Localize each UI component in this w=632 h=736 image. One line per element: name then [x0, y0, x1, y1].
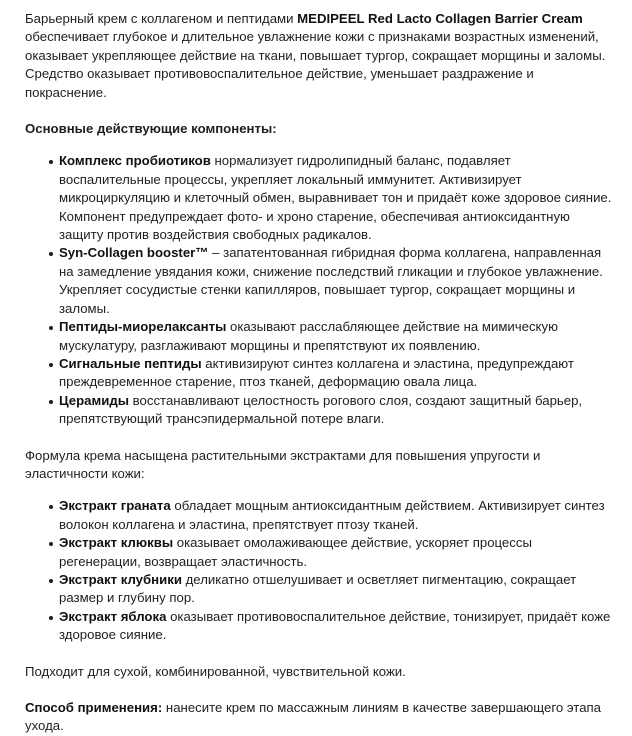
usage-paragraph: Способ применения: нанесите крем по массажным линиям в качестве завершающего этапа ухода. [25, 700, 601, 734]
list-item: Экстракт клюквы оказывает омолаживающее действие, ускоряет процессы регенерации, возвращает эластичность. [59, 534, 614, 571]
list-item: Комплекс пробиотиков нормализует гидролипидный баланс, подавляет воспалительные процессы, укрепляет локальный иммунитет. Активизирует микроциркуляцию и клеточный обмен, выравнивает тон и придаёт коже здоровое сияние. Компонент предупреждает фото- и хроно старение, обеспечивая антиоксидантную защиту против воздействия свободных радикалов. [59, 152, 614, 244]
list-item: Экстракт граната обладает мощным антиоксидантным действием. Активизирует синтез волокон коллагена и эластина, препятствует птозу тканей. [59, 497, 614, 534]
skin-type-note: Подходит для сухой, комбинированной, чувствительной кожи. [25, 663, 406, 679]
usage-label: Способ применения: [25, 700, 163, 715]
list-item: Сигнальные пептиды активизируют синтез коллагена и эластина, предупреждают преждевременное старение, птоз тканей, деформацию овала лица. [59, 355, 614, 392]
list-item: Пептиды-миорелаксанты оказывают расслабляющее действие на мимическую мускулатуру, разглаживают морщины и препятствуют их появлению. [59, 318, 614, 355]
list-item: Экстракт яблока оказывает противовоспалительное действие, тонизирует, придаёт коже здоровое сияние. [59, 608, 614, 645]
product-name: MEDIPEEL Red Lacto Collagen Barrier Cream [297, 11, 583, 26]
extracts-intro: Формула крема насыщена растительными экстрактами для повышения упругости и эластичности кожи: [25, 447, 541, 481]
components-heading: Основные действующие компоненты: [25, 121, 277, 137]
extracts-list [25, 497, 614, 644]
intro-paragraph: Барьерный крем с коллагеном и пептидами MEDIPEEL Red Lacto Collagen Barrier Cream обеспечивает глубокое и длительное увлажнение кожи с признаками возрастных изменений, оказывает укрепляющее действие на ткани, повышает тургор, сокращает морщины и заломы. Средство оказывает противовоспалительное действие, уменьшает раздражение и покраснение. [25, 11, 606, 100]
list-item: Церамиды восстанавливают целостность рогового слоя, создают защитный барьер, препятствующий трансэпидермальной потере влаги. [59, 392, 614, 429]
list-item: Syn-Collagen booster™ – запатентованная гибридная форма коллагена, направленная на замедление увядания кожи, снижение последствий гликации и глубокое увлажнение. Укрепляет сосудистые стенки капилляров, повышает тургор, сокращает морщины и заломы. [59, 244, 614, 318]
components-list [25, 152, 614, 428]
list-item: Экстракт клубники деликатно отшелушивает и осветляет пигментацию, сокращает размер и глубину пор. [59, 571, 614, 608]
